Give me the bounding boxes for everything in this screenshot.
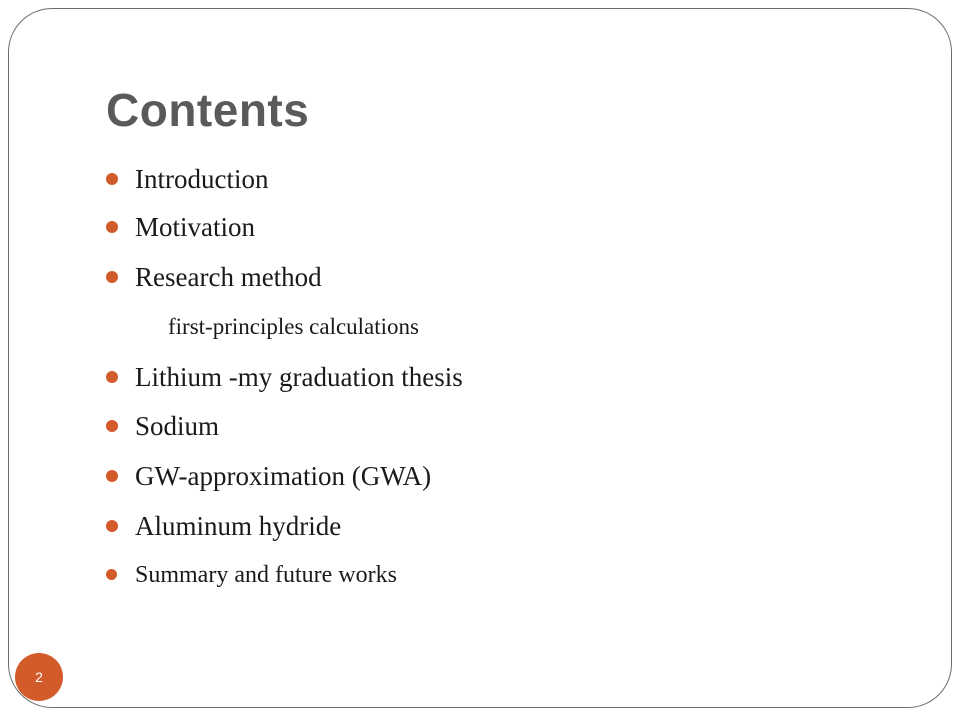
list-item-label: Summary and future works [135, 562, 397, 588]
bullet-icon [106, 221, 118, 233]
list-item-label: Introduction [135, 164, 269, 194]
bullet-icon [106, 470, 118, 482]
bullet-icon [106, 371, 118, 383]
sub-item-first-principles: first-principles calculations [168, 314, 420, 339]
page-number-badge: 2 [15, 653, 63, 701]
bullet-icon [106, 569, 117, 580]
bullet-icon [106, 271, 118, 283]
list-item-label: Lithium -my graduation thesis [135, 362, 463, 392]
bullet-icon [106, 520, 118, 532]
list-item-label: Motivation [135, 212, 255, 242]
list-item-label: Sodium [135, 411, 220, 441]
bullet-icon [106, 420, 118, 432]
list-item-label: GW-approximation (GWA) [135, 461, 432, 491]
slide-title: Contents [106, 84, 310, 136]
bullet-icon [106, 173, 118, 185]
list-item-label: Research method [135, 262, 322, 292]
list-item-label: Aluminum hydride [135, 511, 342, 541]
